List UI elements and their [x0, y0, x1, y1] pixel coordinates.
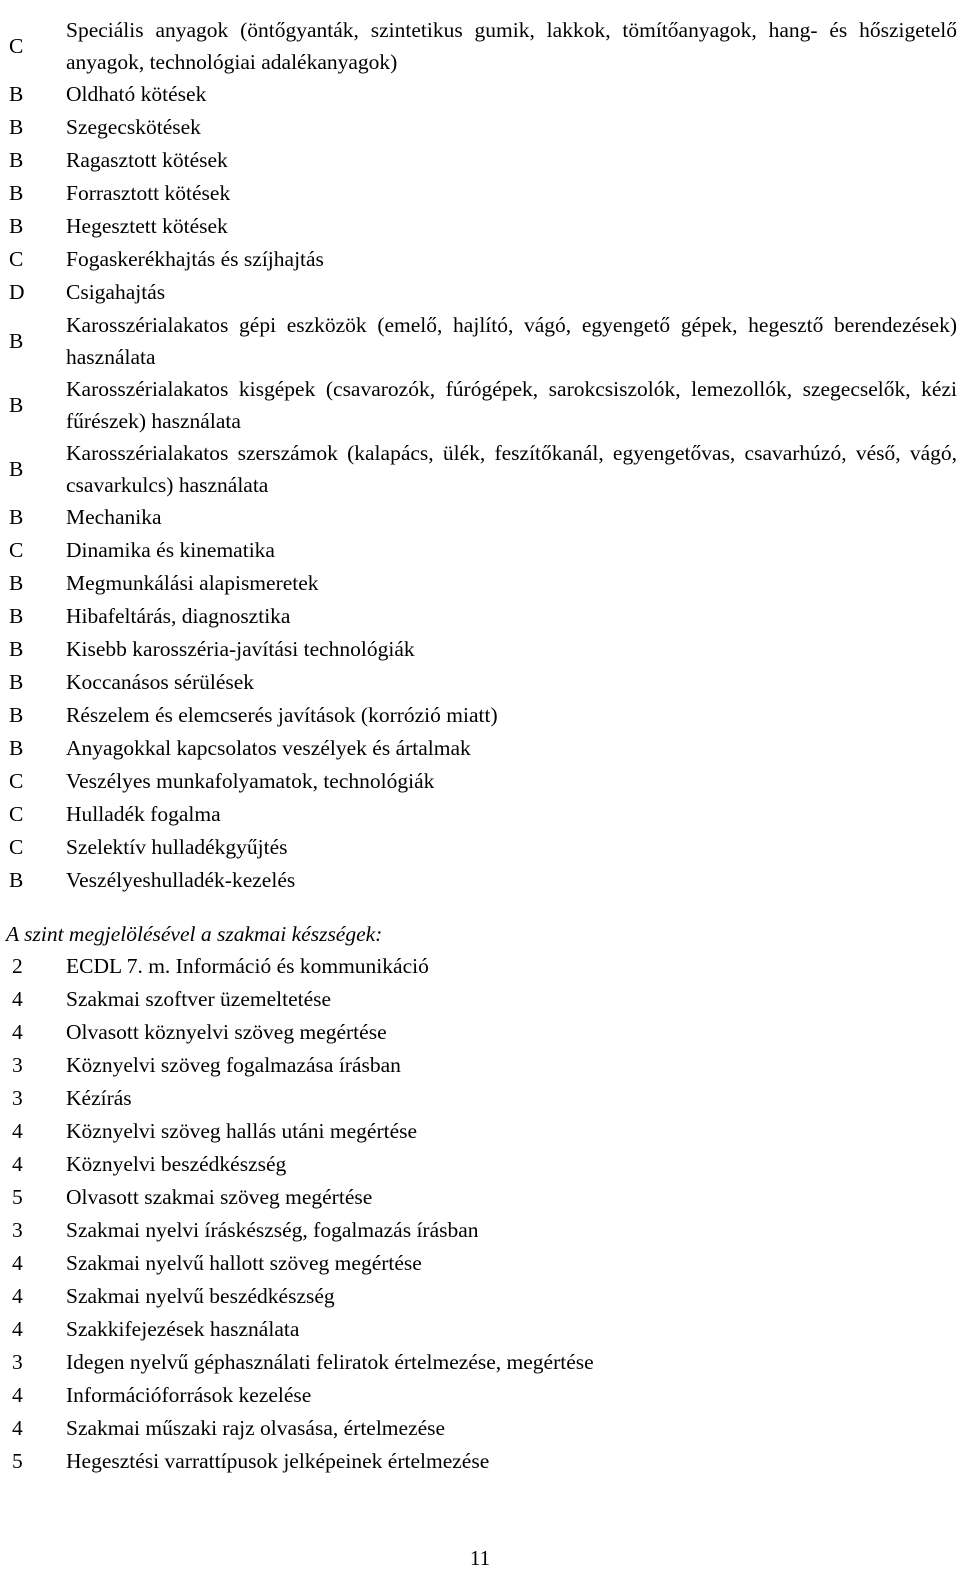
item-description: Veszélyes munkafolyamatok, technológiák	[66, 769, 435, 793]
level-code: C	[9, 34, 24, 58]
level-code: B	[9, 670, 24, 694]
level-code: 3	[12, 1218, 23, 1242]
level-code: B	[9, 181, 24, 205]
level-code: C	[9, 247, 24, 271]
table-row	[0, 373, 960, 437]
item-description: Szakmai nyelvű beszédkészség	[66, 1284, 335, 1308]
level-code: B	[9, 604, 24, 628]
item-description: Oldható kötések	[66, 82, 207, 106]
skills-heading: A szint megjelölésével a szakmai készségek:	[6, 922, 383, 946]
item-description: Szakmai nyelvi íráskészség, fogalmazás írásban	[66, 1218, 479, 1242]
table-row	[0, 534, 960, 567]
item-description: Ragasztott kötések	[66, 148, 228, 172]
level-code: B	[9, 637, 24, 661]
item-description: Információforrások kezelése	[66, 1383, 312, 1407]
level-code: 4	[12, 1416, 23, 1440]
level-code: B	[9, 393, 24, 417]
table-row	[0, 1313, 960, 1346]
skills-table	[0, 950, 960, 1478]
table-row	[0, 276, 960, 309]
item-description: Csigahajtás	[66, 280, 166, 304]
level-code: C	[9, 835, 24, 859]
item-description: Szegecskötések	[66, 115, 201, 139]
level-code: 4	[12, 987, 23, 1011]
item-description: Hegesztett kötések	[66, 214, 228, 238]
table-row	[0, 864, 960, 897]
table-row	[0, 831, 960, 864]
table-row	[0, 732, 960, 765]
level-code: 4	[12, 1251, 23, 1275]
level-code: 4	[12, 1383, 23, 1407]
level-code: B	[9, 82, 24, 106]
item-description: Olvasott köznyelvi szöveg megértése	[66, 1020, 387, 1044]
page-number: 11	[469, 1546, 491, 1570]
item-description: Hibafeltárás, diagnosztika	[66, 604, 291, 628]
item-description: Forrasztott kötések	[66, 181, 231, 205]
table-row	[0, 1346, 960, 1379]
item-description: ECDL 7. m. Információ és kommunikáció	[66, 954, 429, 978]
table-row	[0, 1247, 960, 1280]
table-row	[0, 78, 960, 111]
item-description: Mechanika	[66, 505, 162, 529]
table-row	[0, 1082, 960, 1115]
table-row	[0, 1148, 960, 1181]
level-code: B	[9, 329, 24, 353]
table-row	[0, 111, 960, 144]
level-code: 3	[12, 1086, 23, 1110]
level-code: B	[9, 115, 24, 139]
table-row	[0, 1379, 960, 1412]
table-row	[0, 1049, 960, 1082]
table-row	[0, 1412, 960, 1445]
table-row	[0, 765, 960, 798]
item-description: Idegen nyelvű géphasználati feliratok értelmezése, megértése	[66, 1350, 594, 1374]
level-code: 4	[12, 1020, 23, 1044]
item-description: Dinamika és kinematika	[66, 538, 275, 562]
item-description: Szelektív hulladékgyűjtés	[66, 835, 288, 859]
table-row	[0, 950, 960, 983]
level-code: B	[9, 148, 24, 172]
item-description: Veszélyeshulladék-kezelés	[66, 868, 296, 892]
item-description: Szakmai műszaki rajz olvasása, értelmezése	[66, 1416, 446, 1440]
table-row	[0, 699, 960, 732]
item-description: Szakmai nyelvű hallott szöveg megértése	[66, 1251, 422, 1275]
level-code: 5	[12, 1185, 23, 1209]
level-code: D	[9, 280, 25, 304]
item-description: Kisebb karosszéria-javítási technológiák	[66, 637, 415, 661]
table-row	[0, 600, 960, 633]
item-description: Köznyelvi beszédkészség	[66, 1152, 287, 1176]
level-code: 3	[12, 1053, 23, 1077]
table-row	[0, 144, 960, 177]
item-description: Szakmai szoftver üzemeltetése	[66, 987, 332, 1011]
level-code: 5	[12, 1449, 23, 1473]
item-description: Köznyelvi szöveg hallás utáni megértése	[66, 1119, 418, 1143]
table-row	[0, 798, 960, 831]
table-row	[0, 210, 960, 243]
level-code: B	[9, 571, 24, 595]
level-code: C	[9, 802, 24, 826]
table-row	[0, 983, 960, 1016]
table-row	[0, 1115, 960, 1148]
level-code: 4	[12, 1317, 23, 1341]
item-description: Karosszérialakatos gépi eszközök (emelő, hajlító, vágó, egyengető gépek, hegesztő berendezések) használata	[66, 313, 957, 369]
table-row	[0, 1445, 960, 1478]
table-row	[0, 177, 960, 210]
item-description: Fogaskerékhajtás és szíjhajtás	[66, 247, 324, 271]
table-row	[0, 1181, 960, 1214]
item-description: Hegesztési varrattípusok jelképeinek értelmezése	[66, 1449, 490, 1473]
level-code: 4	[12, 1119, 23, 1143]
item-description: Koccanásos sérülések	[66, 670, 255, 694]
table-row	[0, 633, 960, 666]
item-description: Szakkifejezések használata	[66, 1317, 300, 1341]
level-code: B	[9, 736, 24, 760]
item-description: Anyagokkal kapcsolatos veszélyek és ártalmak	[66, 736, 471, 760]
item-description: Speciális anyagok (öntőgyanták, szintetikus gumik, lakkok, tömítőanyagok, hang- és hőszigetelő anyagok, technológiai adalékanyagok)	[66, 18, 957, 74]
item-description: Karosszérialakatos szerszámok (kalapács, ülék, feszítőkanál, egyengetővas, csavarhúzó, véső, vágó, csavarkulcs) használata	[66, 441, 957, 497]
table-row	[0, 437, 960, 501]
item-description: Kézírás	[66, 1086, 132, 1110]
knowledge-table	[0, 14, 960, 897]
level-code: C	[9, 769, 24, 793]
item-description: Megmunkálási alapismeretek	[66, 571, 319, 595]
level-code: 3	[12, 1350, 23, 1374]
level-code: B	[9, 457, 24, 481]
table-row	[0, 1280, 960, 1313]
level-code: B	[9, 505, 24, 529]
level-code: B	[9, 214, 24, 238]
level-code: 2	[12, 954, 23, 978]
item-description: Köznyelvi szöveg fogalmazása írásban	[66, 1053, 401, 1077]
item-description: Hulladék fogalma	[66, 802, 221, 826]
table-row	[0, 309, 960, 373]
table-row	[0, 666, 960, 699]
table-row	[0, 14, 960, 78]
level-code: 4	[12, 1152, 23, 1176]
table-row	[0, 1214, 960, 1247]
level-code: B	[9, 703, 24, 727]
item-description: Karosszérialakatos kisgépek (csavarozók, fúrógépek, sarokcsiszolók, lemezollók, szegecselők, kézi fűrészek) használata	[66, 377, 957, 433]
level-code: C	[9, 538, 24, 562]
table-row	[0, 243, 960, 276]
table-row	[0, 1016, 960, 1049]
item-description: Olvasott szakmai szöveg megértése	[66, 1185, 373, 1209]
item-description: Részelem és elemcserés javítások (korrózió miatt)	[66, 703, 498, 727]
table-row	[0, 567, 960, 600]
table-row	[0, 501, 960, 534]
level-code: 4	[12, 1284, 23, 1308]
level-code: B	[9, 868, 24, 892]
